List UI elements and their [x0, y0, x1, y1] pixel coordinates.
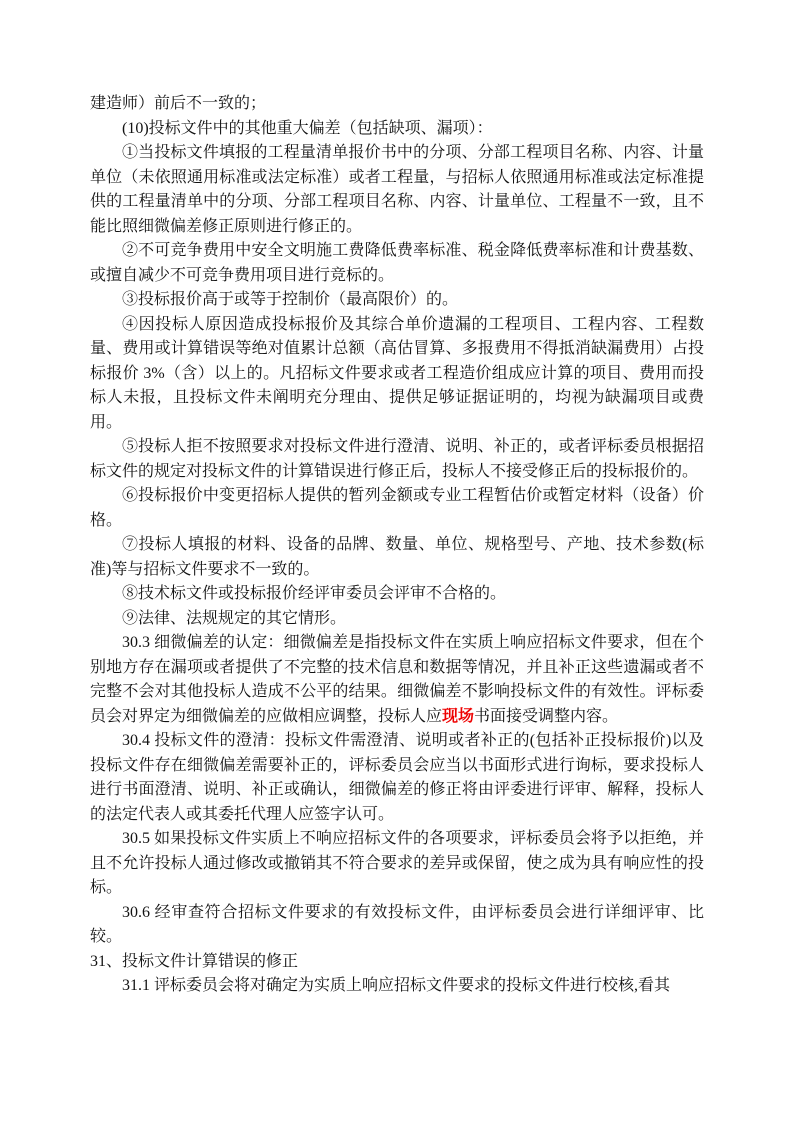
heading-31 [90, 950, 704, 975]
text-run: ③投标报价高于或等于控制价（最高限价）的。 [122, 291, 459, 308]
para-item-10 [90, 117, 704, 142]
text-run: ⑧技术标文件或投标报价经评审委员会评审不合格的。 [122, 585, 507, 602]
para-30-5 [90, 827, 704, 901]
para-circle-9 [90, 607, 704, 632]
para-circle-5 [90, 435, 704, 484]
para-continuation [90, 92, 704, 117]
text-run: 31.1 评标委员会将对确定为实质上响应招标文件要求的投标文件进行校核,看其 [122, 977, 671, 994]
highlight-text: 现场 [442, 707, 475, 725]
text-run: 30.6 经审查符合招标文件要求的有效投标文件，由评标委员会进行详细评审、比较。 [90, 903, 704, 945]
para-31-1 [90, 974, 704, 999]
para-30-4 [90, 729, 704, 827]
text-run: 31、投标文件计算错误的修正 [90, 952, 299, 970]
para-circle-6 [90, 484, 704, 533]
para-30-3 [90, 631, 704, 729]
para-circle-3 [90, 288, 704, 313]
text-run: ①当投标文件填报的工程量清单报价书中的分项、分部工程项目名称、内容、计量单位（未依照通用标准或法定标准）或者工程量，与招标人依照通用标准或法定标准提供的工程量清单中的分项、分部工程项目名称、内容、计量单位、工程量不一致，且不能比照细微偏差修正原则进行修正的。 [90, 144, 704, 235]
text-run: ⑦投标人填报的材料、设备的品牌、数量、单位、规格型号、产地、技术参数(标准)等与招标文件要求不一致的。 [90, 536, 704, 578]
para-circle-8 [90, 582, 704, 607]
text-run: ④因投标人原因造成投标报价及其综合单价遗漏的工程项目、工程内容、工程数量、费用或计算错误等绝对值累计总额（高估冒算、多报费用不得抵消缺漏费用）占投标报价 3%（含）以上的。凡招标文件要求或者工程造价组成应计算的项目、费用而投标人未报，且投标文件未阐明充分理由、提供足够证据证明的，均视为缺漏项目或费用。 [90, 315, 704, 431]
text-run: ⑥投标报价中变更招标人提供的暂列金额或专业工程暂估价或暂定材料（设备）价格。 [90, 487, 704, 529]
text-run: ②不可竞争费用中安全文明施工费降低费率标准、税金降低费率标准和计费基数、或擅自减少不可竞争费用项目进行竞标的。 [90, 242, 704, 284]
text-run: (10)投标文件中的其他重大偏差（包括缺项、漏项）： [122, 119, 493, 137]
text-run: 30.4 投标文件的澄清：投标文件需澄清、说明或者补正的(包括补正投标报价)以及投标文件存在细微偏差需要补正的，评标委员会应当以书面形式进行询标，要求投标人进行书面澄清、说明、补正或确认，细微偏差的修正将由评委进行评审、解释，投标人的法定代表人或其委托代理人应签字认可。 [90, 732, 704, 823]
text-run: ⑨法律、法规规定的其它情形。 [122, 609, 347, 627]
para-circle-7 [90, 533, 704, 582]
text-run: 书面接受调整内容。 [474, 707, 619, 725]
para-circle-1 [90, 141, 704, 239]
document-body [90, 92, 704, 999]
text-run: ⑤投标人拒不按照要求对投标文件进行澄清、说明、补正的，或者评标委员根据招标文件的规定对投标文件的计算错误进行修正后，投标人不接受修正后的投标报价的。 [90, 438, 704, 480]
text-run: 建造师）前后不一致的； [90, 95, 267, 112]
para-circle-2 [90, 239, 704, 288]
para-30-6 [90, 901, 704, 950]
text-run: 30.5 如果投标文件实质上不响应招标文件的各项要求，评标委员会将予以拒绝，并且不允许投标人通过修改或撤销其不符合要求的差异或保留，使之成为具有响应性的投标。 [90, 830, 704, 896]
para-circle-4 [90, 313, 704, 436]
text-run: 30.3 细微偏差的认定：细微偏差是指投标文件在实质上响应招标文件要求，但在个别地方存在漏项或者提供了不完整的技术信息和数据等情况，并且补正这些遗漏或者不完整不会对其他投标人造成不公平的结果。细微偏差不影响投标文件的有效性。评标委员会对界定为细微偏差的应做相应调整，投标人应 [90, 634, 704, 725]
